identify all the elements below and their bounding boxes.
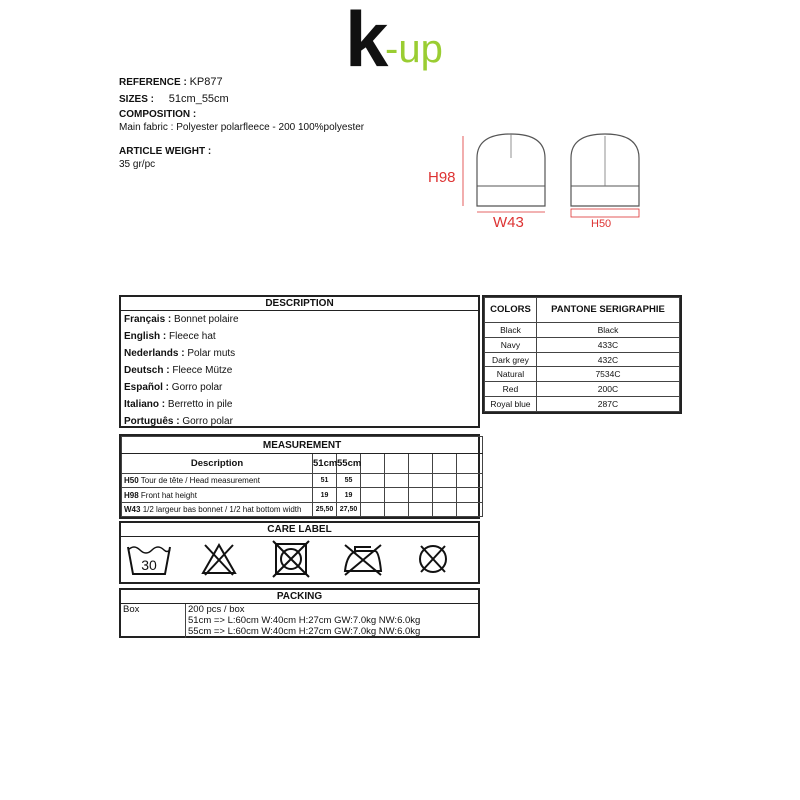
description-sep: : — [173, 416, 183, 427]
colors-table — [484, 297, 680, 412]
description-sep: : — [160, 331, 170, 342]
color-name: Navy — [485, 337, 537, 352]
color-row — [485, 323, 680, 338]
measurement-code: H50 — [124, 476, 139, 486]
measurement-text: Front hat height — [140, 490, 197, 500]
description-row — [121, 379, 478, 396]
description-lang: Français — [124, 314, 166, 325]
measurement-desc — [122, 488, 313, 502]
sizes-value: 51cm_55cm — [168, 93, 229, 105]
description-text: Bonnet polaire — [174, 314, 239, 325]
description-row — [121, 328, 478, 345]
measurement-row — [122, 474, 483, 488]
description-sep: : — [162, 382, 172, 393]
description-sep: : — [178, 348, 188, 359]
color-name: Black — [485, 323, 537, 338]
description-text: Fleece hat — [169, 331, 216, 342]
measurement-value-51: 25,50 — [313, 502, 337, 516]
reference-line — [119, 76, 223, 89]
measurement-value-51: 51 — [313, 474, 337, 488]
packing-details — [186, 604, 420, 638]
measurement-desc — [122, 502, 313, 516]
care-label-box — [119, 521, 480, 584]
packing-line-2: 51cm => L:60cm W:40cm H:27cm GW:7.0kg NW:6.0kg — [188, 615, 421, 626]
packing-body — [121, 604, 478, 638]
color-row — [485, 397, 680, 412]
packing-title: PACKING — [121, 590, 478, 604]
measurement-size2-header: 55cm — [337, 454, 361, 474]
measurement-text: Tour de tête / Head measurement — [140, 476, 260, 486]
brand-logo — [345, 0, 443, 83]
measurement-row — [122, 488, 483, 502]
description-text: Berretto in pile — [167, 399, 233, 410]
h98-label: H98 — [428, 169, 456, 186]
description-lang: Italiano — [124, 399, 160, 410]
measurement-desc-header: Description — [122, 454, 313, 474]
logo-k: k — [345, 0, 389, 83]
reference-label: REFERENCE : — [119, 77, 187, 88]
packing-box — [119, 588, 480, 638]
description-row — [121, 396, 478, 413]
description-row — [121, 345, 478, 362]
description-lang: English — [124, 331, 161, 342]
h50-label: H50 — [591, 218, 612, 230]
description-text: Gorro polar — [182, 416, 233, 427]
composition-value: Main fabric : Polyester polarfleece - 200 100%polyester — [119, 122, 365, 133]
weight-label: ARTICLE WEIGHT : — [119, 146, 212, 157]
description-rows — [121, 311, 478, 430]
description-title: DESCRIPTION — [121, 297, 478, 311]
description-row — [121, 362, 478, 379]
pantone-header: PANTONE SERIGRAPHIE — [536, 298, 679, 323]
measurement-table — [121, 436, 483, 517]
packing-line-1: 200 pcs / box — [188, 604, 245, 615]
measurement-row — [122, 502, 483, 516]
description-lang: Español — [124, 382, 163, 393]
care-label-title: CARE LABEL — [121, 523, 478, 537]
packing-line-3: 55cm => L:60cm W:40cm H:27cm GW:7.0kg NW:6.0kg — [188, 626, 421, 637]
wash-30-icon — [125, 541, 173, 577]
weight-value: 35 gr/pc — [119, 159, 156, 170]
measurement-code: W43 — [124, 504, 141, 514]
colors-body — [485, 323, 680, 412]
description-row — [121, 413, 478, 430]
measurement-title: MEASUREMENT — [122, 437, 483, 454]
sizes-label: SIZES : — [119, 94, 155, 105]
color-row — [485, 352, 680, 367]
measurement-value-55: 19 — [337, 488, 361, 502]
pantone-code: 433C — [536, 337, 679, 352]
w43-label: W43 — [493, 214, 524, 231]
measurement-value-55: 55 — [337, 474, 361, 488]
colors-box — [482, 295, 682, 414]
pantone-code: Black — [536, 323, 679, 338]
measurement-value-51: 19 — [313, 488, 337, 502]
measurement-size1-header: 51cm — [313, 454, 337, 474]
packing-unit: Box — [121, 604, 186, 638]
description-row — [121, 311, 478, 328]
no-dry-clean-icon — [413, 541, 453, 577]
logo-up: -up — [385, 27, 443, 71]
description-lang: Nederlands — [124, 348, 179, 359]
description-text: Fleece Mütze — [172, 365, 233, 376]
reference-value: KP877 — [189, 76, 223, 88]
measurement-box — [119, 434, 480, 519]
color-name: Dark grey — [485, 352, 537, 367]
pantone-code: 432C — [536, 352, 679, 367]
hat-diagram — [425, 128, 655, 238]
measurement-code: H98 — [124, 490, 139, 500]
measurement-value-55: 27,50 — [337, 502, 361, 516]
no-tumble-dry-icon — [271, 541, 311, 577]
measurement-text: 1/2 largeur bas bonnet / 1/2 hat bottom width — [142, 504, 302, 514]
color-row — [485, 367, 680, 382]
wash-temp: 30 — [141, 557, 157, 573]
color-row — [485, 382, 680, 397]
description-sep: : — [163, 365, 173, 376]
description-text: Gorro polar — [171, 382, 223, 393]
pantone-code: 200C — [536, 382, 679, 397]
measurement-body — [122, 474, 483, 517]
pantone-code: 287C — [536, 397, 679, 412]
composition-label: COMPOSITION : — [119, 109, 197, 120]
h50-dim-box — [571, 209, 639, 217]
description-box — [119, 295, 480, 428]
description-sep: : — [159, 399, 168, 410]
color-name: Royal blue — [485, 397, 537, 412]
description-text: Polar muts — [187, 348, 236, 359]
no-bleach-icon — [199, 541, 239, 577]
color-row — [485, 337, 680, 352]
pantone-code: 7534C — [536, 367, 679, 382]
measurement-desc — [122, 474, 313, 488]
color-name: Natural — [485, 367, 537, 382]
care-icons — [121, 537, 478, 584]
colors-header: COLORS — [485, 298, 537, 323]
description-lang: Português — [124, 416, 174, 427]
sizes-line — [119, 93, 229, 106]
description-lang: Deutsch — [124, 365, 164, 376]
no-iron-icon — [341, 541, 385, 577]
description-sep: : — [165, 314, 175, 325]
color-name: Red — [485, 382, 537, 397]
